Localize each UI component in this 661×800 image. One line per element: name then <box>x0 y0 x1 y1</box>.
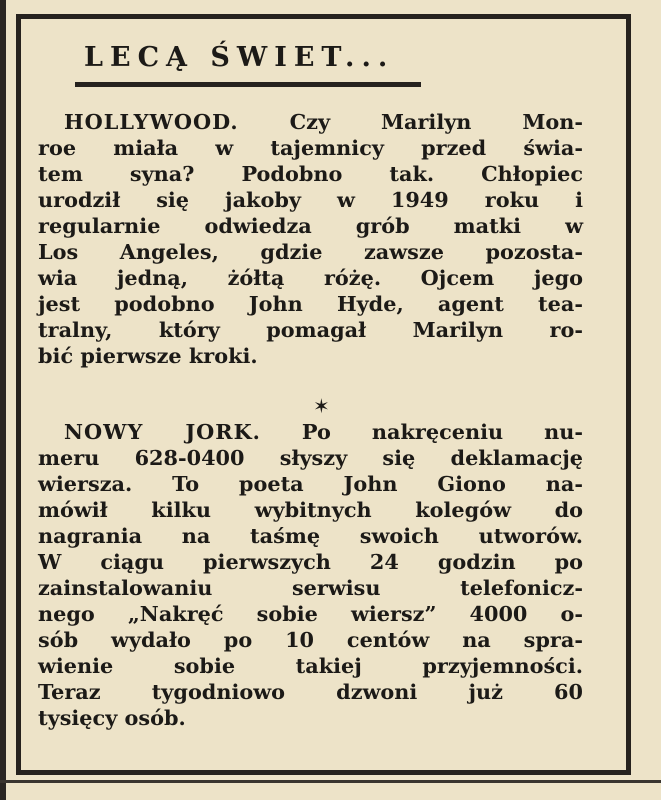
article-line: zainstalowaniu serwisu telefonicz- <box>38 575 583 600</box>
article-line: wienie sobie takiej przyjemności. <box>38 653 583 678</box>
article-hollywood <box>38 109 583 369</box>
article-text: Czy Marilyn Mon- <box>289 109 583 134</box>
article-text: Po nakręceniu nu- <box>301 419 583 444</box>
article-line <box>38 419 583 445</box>
article-line: sób wydało po 10 centów na spra- <box>38 627 583 652</box>
article-line: bić pierwsze kroki. <box>38 343 258 368</box>
article-line: Teraz tygodniowo dzwoni już 60 <box>38 679 583 704</box>
article-line: tralny, który pomagał Marilyn ro- <box>38 317 583 342</box>
page-bottom-rule <box>0 780 661 783</box>
article-line <box>38 109 583 135</box>
headline-underline <box>75 82 421 87</box>
headline: LECĄ ŚWIET... <box>84 42 395 73</box>
article-line: tem syna? Podobno tak. Chłopiec <box>38 161 583 186</box>
article-line: jest podobno John Hyde, agent tea- <box>38 291 583 316</box>
article-line: mówił kilku wybitnych kolegów do <box>38 497 583 522</box>
article-nowy-jork <box>38 419 583 731</box>
article-line: Los Angeles, gdzie zawsze pozosta- <box>38 239 583 264</box>
article-line: nagrania na taśmę swoich utworów. <box>38 523 583 548</box>
article-line: W ciągu pierwszych 24 godzin po <box>38 549 583 574</box>
article-line: tysięcy osób. <box>38 705 186 730</box>
article-line: meru 628-0400 słyszy się deklamację <box>38 445 583 470</box>
article-line: urodził się jakoby w 1949 roku i <box>38 187 583 212</box>
article-line: wia jedną, żółtą różę. Ojcem jego <box>38 265 583 290</box>
article-line: roe miała w tajemnicy przed świa- <box>38 135 583 160</box>
article-line: wiersza. To poeta John Giono na- <box>38 471 583 496</box>
article-line: regularnie odwiedza grób matki w <box>38 213 583 238</box>
section-separator-star: ✶ <box>313 394 330 418</box>
article-line: nego „Nakręć sobie wiersz” 4000 o- <box>38 601 583 626</box>
page-left-rule <box>0 0 6 800</box>
dateline: HOLLYWOOD. <box>64 109 239 134</box>
dateline: NOWY JORK. <box>64 419 261 444</box>
